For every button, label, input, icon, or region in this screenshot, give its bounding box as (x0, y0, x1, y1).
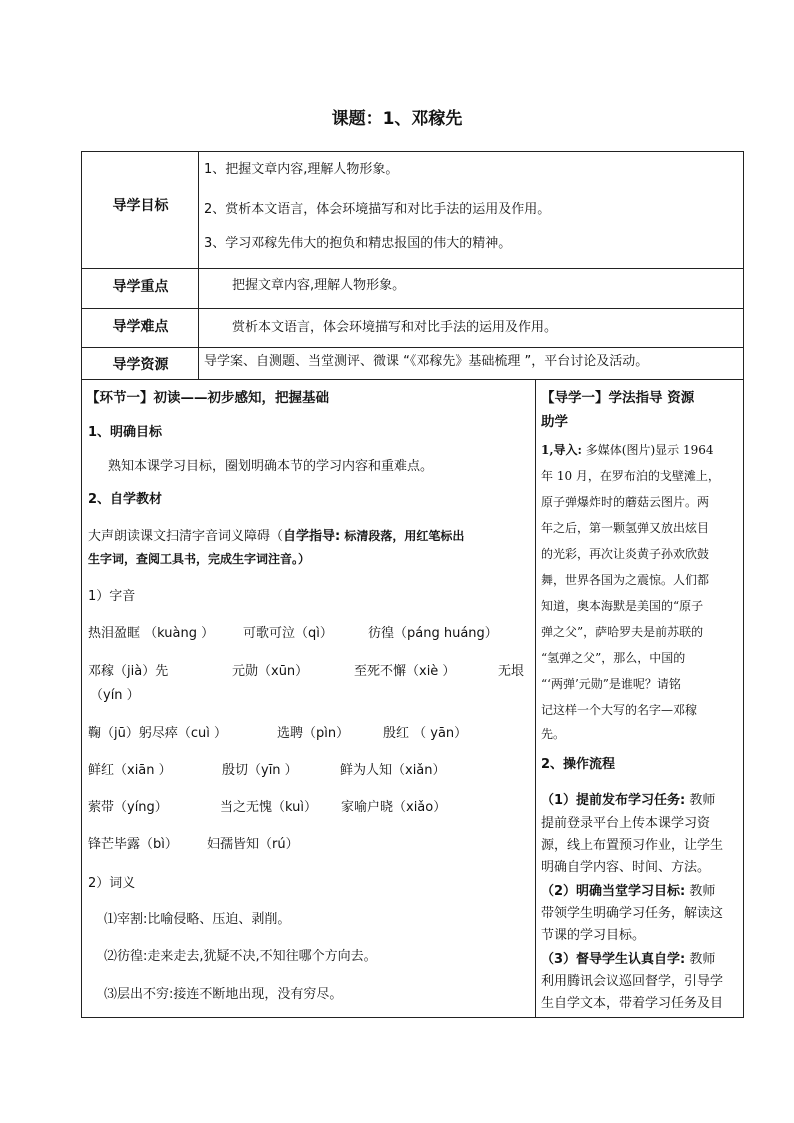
goals-text: 熟知本课学习目标，圈划明确本节的学习内容和重难点。 (108, 459, 434, 474)
step-line: 利用腾讯会议巡回督学，引导学 (541, 974, 724, 989)
pronunciation-item: 家喻户晓（xiǎo） (341, 800, 447, 815)
intro-line (541, 442, 714, 458)
pronunciation-item: 鲜红（xiān ） (88, 763, 172, 778)
step-line: 生自学文本，带着学习任务及目 (541, 996, 724, 1011)
objective-item: 1、把握文章内容,理解人物形象。 (204, 162, 399, 177)
intro-line: 年之后，第一颗氢弹又放出炫目 (541, 521, 710, 535)
pronunciation-item: 锋芒毕露（bì） (88, 837, 178, 852)
row-divider (81, 268, 744, 269)
pronunciation-item: 至死不懈（xiè ） (354, 664, 456, 679)
guide-heading-2: 助学 (541, 414, 568, 430)
pronunciation-item: 元勋（xūn） (232, 664, 309, 679)
step-text: 教师 (685, 884, 716, 899)
definition-item: ⑴宰割:比喻侵略、压迫、剥削。 (104, 912, 291, 927)
difficulty-label: 导学难点 (112, 319, 169, 335)
pronunciation-item: 无垠 (498, 664, 525, 679)
pronunciation-item: 鞠（jū）躬尽瘁（cuì ） (88, 726, 227, 741)
vocabulary-heading: 2）词义 (88, 876, 136, 891)
intro-label: 1,导入: (541, 443, 582, 457)
step-line: 节课的学习目标。 (541, 928, 646, 943)
operations-heading: 2、操作流程 (541, 757, 616, 772)
intro-line: 知道，奥本海默是美国的“原子 (541, 599, 704, 613)
pronunciation-item: 彷徨（páng huáng） (368, 626, 498, 641)
resources-text: 导学案、自测题、当堂测评、微课 “《邓稼先》基础梳理 ”，平台讨论及活动。 (204, 354, 649, 369)
row-divider (81, 347, 744, 348)
row-divider (81, 379, 744, 380)
definition-item: ⑶层出不穷:接连不断地出现，没有穷尽。 (104, 987, 343, 1002)
row-divider (81, 308, 744, 309)
focus-label: 导学重点 (112, 279, 169, 295)
pronunciation-item: 邓稼（jià）先 (88, 664, 169, 679)
pronunciation-item: 鲜为人知（xiǎn） (340, 763, 446, 778)
self-study-guide-label: 自学指导: (283, 529, 341, 544)
heading-self-study: 2、自学教材 (88, 492, 163, 507)
intro-line: 舞，世界各国为之震惊。人们都 (541, 573, 710, 587)
intro-line: 先。 (541, 727, 566, 741)
step-text: 教师 (685, 952, 716, 967)
page-title: 课题：1、邓稼先 (331, 109, 463, 129)
self-study-lead: 大声朗读课文扫清字音词义障碍（ (88, 529, 284, 544)
pronunciation-item: 妇孺皆知（rú） (207, 837, 299, 852)
step-line (541, 793, 715, 809)
resources-label: 导学资源 (112, 357, 169, 373)
step-label: （1）提前发布学习任务: (541, 793, 686, 808)
pronunciation-item: 可歌可泣（qì） (243, 626, 333, 641)
intro-line: 的光彩，再次让炎黄子孙欢欣鼓 (541, 547, 710, 561)
step-line (541, 952, 715, 968)
intro-line: “氢弹之父”，那么，中国的 (541, 651, 686, 665)
objective-item: 2、赏析本文语言，体会环境描写和对比手法的运用及作用。 (204, 202, 551, 217)
pronunciation-item: 殷红 （ yān） (383, 726, 468, 741)
difficulty-text: 赏析本文语言，体会环境描写和对比手法的运用及作用。 (232, 320, 558, 335)
pronunciation-item: 萦带（yíng） (88, 800, 168, 815)
pronunciation-item: 热泪盈眶 （kuàng ） (88, 626, 215, 641)
step-text: 教师 (685, 793, 716, 808)
intro-line: 记这样一个大写的名字—邓稼 (541, 703, 698, 717)
definition-item: ⑵彷徨:走来走去,犹疑不决,不知往哪个方向去。 (104, 949, 377, 964)
intro-line: 弹之父”，萨哈罗夫是前苏联的 (541, 625, 704, 639)
intro-line: 原子弹爆炸时的蘑菇云图片。两 (541, 495, 710, 509)
intro-text: 多媒体(图片)显示 1964 (581, 443, 714, 457)
self-study-guide-text-2: 生字词，查阅工具书，完成生字词注音。） (88, 552, 311, 566)
objectives-label: 导学目标 (112, 198, 169, 214)
pronunciation-item: （yín ） (90, 688, 140, 703)
step-line: 提前登录平台上传本课学习资 (541, 816, 711, 831)
column-divider (535, 379, 536, 1018)
objective-item: 3、学习邓稼先伟大的抱负和精忠报国的伟大的精神。 (204, 236, 512, 251)
pronunciation-heading: 1）字音 (88, 589, 136, 604)
step-line: 源，线上布置预习作业，让学生 (541, 838, 724, 853)
step-label: （2）明确当堂学习目标: (541, 884, 686, 899)
guide-heading: 【导学一】学法指导 资源 (541, 390, 695, 406)
column-divider (198, 151, 199, 379)
pronunciation-item: 当之无愧（kuì） (220, 800, 317, 815)
focus-text: 把握文章内容,理解人物形象。 (232, 278, 406, 293)
self-study-text (88, 528, 464, 545)
step-line: 明确自学内容、时间、方法。 (541, 860, 711, 875)
section-title: 【环节一】初读——初步感知，把握基础 (86, 390, 329, 406)
intro-line: 年 10 月，在罗布泊的戈壁滩上， (541, 469, 720, 483)
pronunciation-item: 殷切（yīn ） (222, 763, 298, 778)
step-label: （3）督导学生认真自学: (541, 952, 686, 967)
step-line (541, 884, 715, 900)
heading-goals: 1、明确目标 (88, 425, 163, 440)
step-line: 带领学生明确学习任务，解读这 (541, 906, 724, 921)
intro-line: “‘两弹’元勋”是谁呢？请铭 (541, 677, 681, 691)
self-study-guide-text: 标清段落，用红笔标出 (340, 529, 465, 543)
pronunciation-item: 选聘（pìn） (277, 726, 350, 741)
